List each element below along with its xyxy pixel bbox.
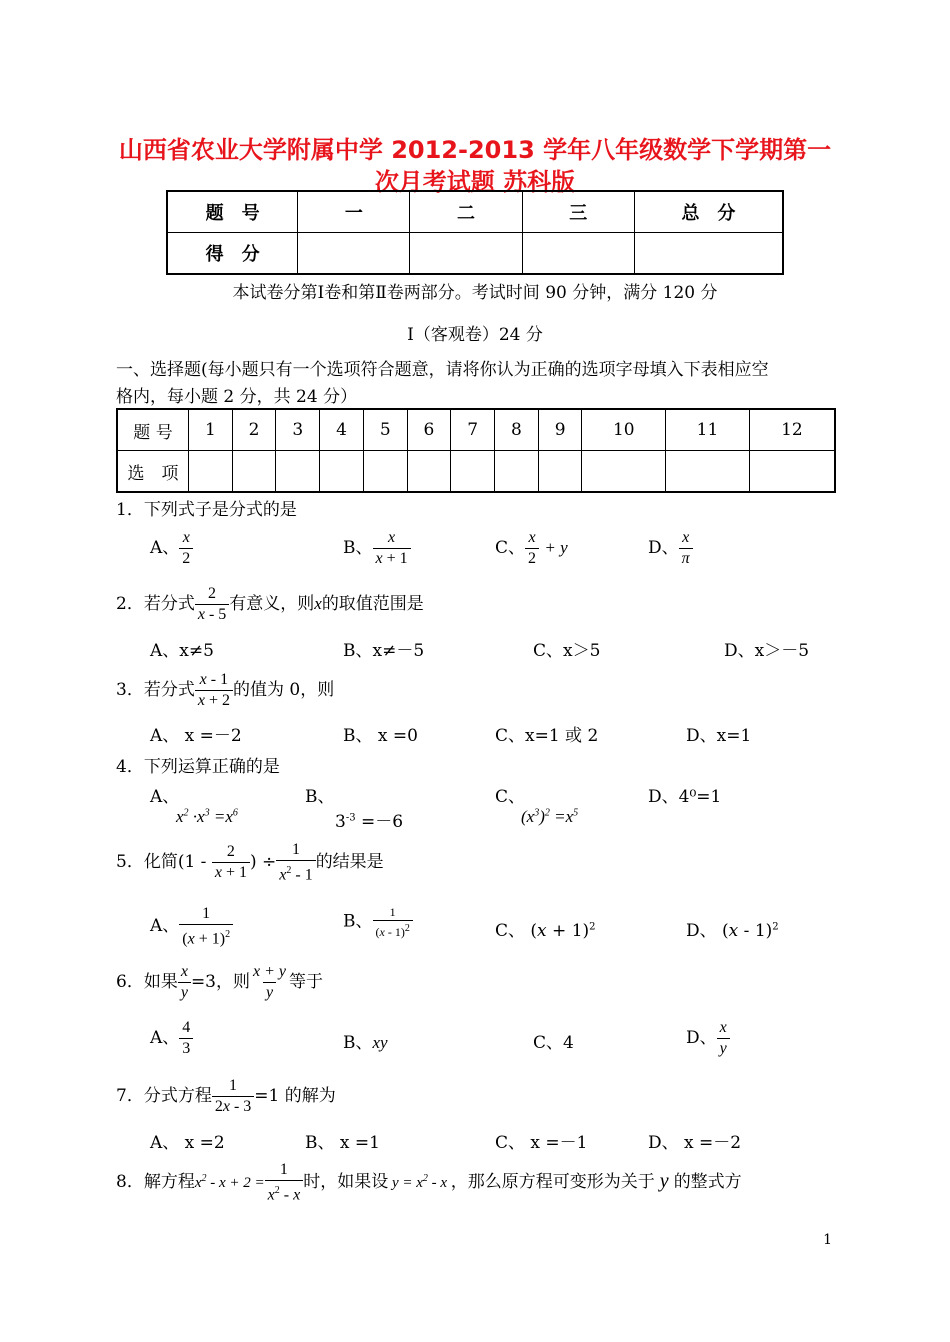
q5-suffix: 的结果是 [315, 852, 384, 873]
q6-suffix: 等于 [289, 972, 323, 992]
q1-stem: 1．下列式子是分式的是 [116, 500, 297, 520]
q7-suffix: =1 的解为 [254, 1086, 336, 1106]
q8-prefix: 8．解方程 [116, 1172, 195, 1193]
q3-option-a: A、 x =－2 [150, 726, 242, 746]
q6-prefix: 6．如果 [116, 972, 178, 992]
score-cell[interactable] [634, 233, 783, 275]
q4-option-d: D、4⁰=1 [648, 787, 722, 807]
section1-instruction-line1: 一、选择题(每小题只有一个选项符合题意，请将你认为正确的选项字母填入下表相应空 [116, 360, 769, 380]
q6-mid: =3，则 [190, 972, 250, 992]
answer-cell[interactable] [232, 451, 276, 493]
q5-option-a: A、 $\frac{1}{(x + 1)^2}$ [150, 904, 233, 949]
score-row-label: 得 分 [167, 233, 298, 275]
score-table [166, 190, 784, 275]
q1-option-d: D、 $\frac{x}{\pi}$ [648, 528, 693, 569]
q5-option-c: C、 $(x + 1)^2$ [495, 921, 596, 941]
answer-number: 12 [749, 409, 835, 451]
answer-number: 9 [538, 409, 582, 451]
answer-cell[interactable] [538, 451, 582, 493]
answer-number: 11 [666, 409, 750, 451]
q6-option-a: A、 $\frac{4}{3}$ [150, 1018, 193, 1059]
q6-option-d: D、 $\frac{x}{y}$ [686, 1018, 730, 1059]
q6-stem: 6．如果 $\frac{x}{y}$ =3，则 $\frac{x + y}{y}$ 等于 [116, 963, 323, 1001]
score-header-5: 总 分 [634, 191, 783, 233]
score-header-1: 题 号 [167, 191, 298, 233]
q8-suffix: ，那么原方程可变形为关于 [450, 1172, 655, 1193]
q4-stem: 4．下列运算正确的是 [116, 757, 280, 777]
answer-cell[interactable] [451, 451, 495, 493]
q2-option-a: A、x≠5 [150, 641, 214, 661]
score-header-2: 一 [298, 191, 410, 233]
q2-prefix: 2．若分式 [116, 594, 195, 614]
q4-option-c: C、 $(x^3)^2 =x^5$ [495, 787, 579, 826]
answer-number: 6 [407, 409, 451, 451]
answer-cell[interactable] [407, 451, 451, 493]
answer-number: 8 [495, 409, 539, 451]
score-header-3: 二 [410, 191, 522, 233]
q3-option-b: B、 x =0 [343, 726, 418, 746]
q5-option-d: D、 (x - 1)$^2$ [686, 921, 779, 941]
answer-cell[interactable] [666, 451, 750, 493]
q5-prefix: 5．化简 [116, 852, 178, 873]
q7-stem: 7．分式方程 $\frac{1}{2x - 3}$ =1 的解为 [116, 1077, 336, 1115]
q3-stem: 3．若分式 $\frac{x - 1}{x + 2}$ 的值为 0，则 [116, 671, 335, 709]
q2-stem: 2．若分式 $\frac{2}{x - 5}$ 有意义，则x的取值范围是 [116, 585, 424, 623]
answer-row2-label: 选 项 [117, 451, 189, 493]
score-cell[interactable] [298, 233, 410, 275]
q8-mid: 时，如果设 [303, 1172, 389, 1193]
q3-suffix: 的值为 0，则 [232, 680, 335, 700]
answer-cell[interactable] [749, 451, 835, 493]
q3-prefix: 3．若分式 [116, 680, 195, 700]
answer-number: 1 [189, 409, 233, 451]
answer-cell[interactable] [495, 451, 539, 493]
q6-option-c: C、4 [533, 1033, 574, 1053]
answer-number: 7 [451, 409, 495, 451]
answer-cell[interactable] [582, 451, 666, 493]
answer-cell[interactable] [320, 451, 364, 493]
q4-option-a: A、 $x^2 \cdot x^3 =x^6$ [150, 787, 238, 826]
q7-prefix: 7．分式方程 [116, 1086, 212, 1106]
q8-suffix2: 的整式方 [673, 1172, 742, 1193]
answer-number: 5 [363, 409, 407, 451]
q5-option-b: B、 $\frac{1}{(x - 1)^2}$ [343, 904, 413, 940]
q2-option-b: B、x≠－5 [343, 641, 425, 661]
score-header-4: 三 [522, 191, 634, 233]
intro-text: 本试卷分第Ⅰ卷和第Ⅱ卷两部分。考试时间 90 分钟，满分 120 分 [232, 283, 718, 303]
section1-instruction-line2: 格内，每小题 2 分，共 24 分） [116, 387, 358, 407]
q2-suffix: 有意义，则 [229, 594, 315, 614]
q1-option-b: B、 $\frac{x}{x + 1}$ [343, 528, 411, 569]
answer-table [116, 408, 836, 493]
answer-cell[interactable] [363, 451, 407, 493]
q1-option-a: A、 $\frac{x}{2}$ [150, 528, 193, 569]
answer-cell[interactable] [276, 451, 320, 493]
q6-option-b: B、xy [343, 1033, 388, 1053]
answer-number: 10 [582, 409, 666, 451]
q8-stem: 8．解方程$x^2 - x + 2$ = $\frac{1}{x^2 - x}$ 时，如果设 $y = x^2 - x$ ，那么原方程可变形为关于 y 的整式方 [116, 1161, 742, 1204]
score-cell[interactable] [522, 233, 634, 275]
q4-option-b: B、 $3^{-3} =-6$ [305, 787, 404, 832]
page-number: 1 [823, 1232, 832, 1248]
title-line-2: 次月考试题 苏科版 [374, 168, 576, 196]
q2-option-d: D、x＞－5 [724, 641, 810, 661]
q3-option-d: D、x=1 [686, 726, 752, 746]
q2-option-c: C、x＞5 [533, 641, 601, 661]
answer-number: 3 [276, 409, 320, 451]
answer-row1-label: 题 号 [117, 409, 189, 451]
q3-option-c: C、x=1 或 2 [495, 726, 599, 746]
q7-option-d: D、 x =－2 [648, 1133, 742, 1153]
q2-var: x [314, 594, 322, 613]
answer-number: 2 [232, 409, 276, 451]
title-line-1: 山西省农业大学附属中学 2012-2013 学年八年级数学下学期第一 [118, 136, 832, 164]
answer-cell[interactable] [189, 451, 233, 493]
q7-option-c: C、 x =－1 [495, 1133, 588, 1153]
q2-suffix2: 的取值范围是 [321, 594, 424, 614]
q7-option-b: B、 x =1 [305, 1133, 380, 1153]
q1-option-c: C、 $\frac{x}{2}$ + y [495, 529, 568, 567]
q7-option-a: A、 x =2 [150, 1133, 225, 1153]
answer-number: 4 [320, 409, 364, 451]
section1-title: Ⅰ（客观卷）24 分 [407, 325, 543, 345]
score-cell[interactable] [410, 233, 522, 275]
q5-stem: 5．化简(1 - $\frac{2}{x + 1}$ ) ÷ $\frac{1}{x^2 - 1}$ 的结果是 [116, 841, 384, 884]
